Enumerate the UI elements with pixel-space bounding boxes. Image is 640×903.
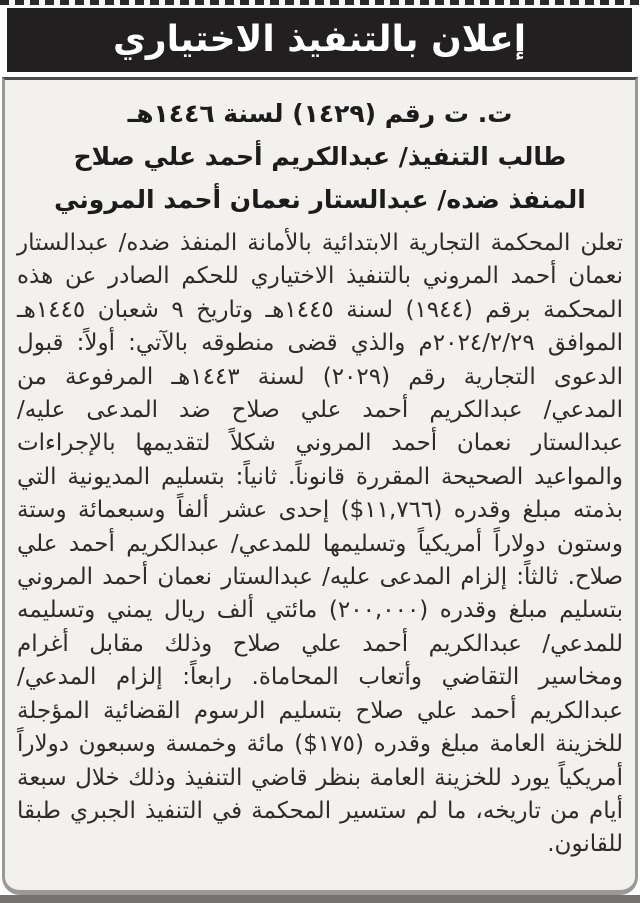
notice-body-box <box>2 77 638 895</box>
adjacent-clipping-edge <box>0 895 640 903</box>
case-number-line: ت. ت رقم (١٤٢٩) لسنة ١٤٤٦هـ <box>127 99 513 128</box>
executed-against-line: المنفذ ضده/ عبدالستار نعمان أحمد المروني <box>54 185 586 214</box>
notice-title-bar <box>7 8 632 72</box>
notice-text: تعلن المحكمة التجارية الابتدائية بالأمانة المنفذ ضده/ عبدالستار نعمان أحمد المروني بالتنفيذ الاختياري للحكم الصادر عن هذه المحكمة برقم (١٩٤٤) لسنة ١٤٤٥هـ وتاريخ ٩ شعبان ١٤٤٥هـ الموافق ٢٠٢٤/٢/٢٩م والذي قضى منطوقه بالآتي: أولاً: قبول الدعوى التجارية رقم (٢٠٢٩) لسنة ١٤٤٣هـ المرفوعة من المدعي/ عبدالكريم أحمد علي صلاح ضد المدعى عليه/ عبدالستار نعمان أحمد المروني شكلاً لتقديمها بالإجراءات والمواعيد الصحيحة المقررة قانوناً. ثانياً: بتسليم المديونية التي بذمته مبلغ وقدره (١١,٧٦٦$) إحدى عشر ألفاً وسبعمائة وستة وستون دولاراً أمريكياً وتسليمها للمدعي/ عبدالكريم أحمد علي صلاح. ثالثاً: إلزام المدعى عليه/ عبدالستار نعمان أحمد المروني بتسليم مبلغ وقدره (٢٠٠,٠٠٠) مائتي ألف ريال يمني وتسليمه للمدعي/ عبدالكريم أحمد علي صلاح وذلك مقابل أغرام ومخاسير التقاضي وأتعاب المحاماة. رابعاً: إلزام المدعي/ عبدالكريم أحمد علي صلاح بتسليم الرسوم القضائية المؤجلة للخزينة العامة مبلغ وقدره (١٧٥$) مائة وخمسة وسبعون دولاراً أمريكياً يورد للخزينة العامة بنظر قاضي التنفيذ وذلك خلال سبعة أيام من تاريخه، ما لم ستسير المحكمة في التنفيذ الجبري طبقا للقانون. <box>17 230 624 858</box>
clipping-cut-line <box>0 0 640 5</box>
case-header <box>17 88 623 227</box>
notice-title: إعلان بالتنفيذ الاختياري <box>112 19 527 60</box>
execution-requester-line: طالب التنفيذ/ عبدالكريم أحمد علي صلاح <box>73 142 567 171</box>
